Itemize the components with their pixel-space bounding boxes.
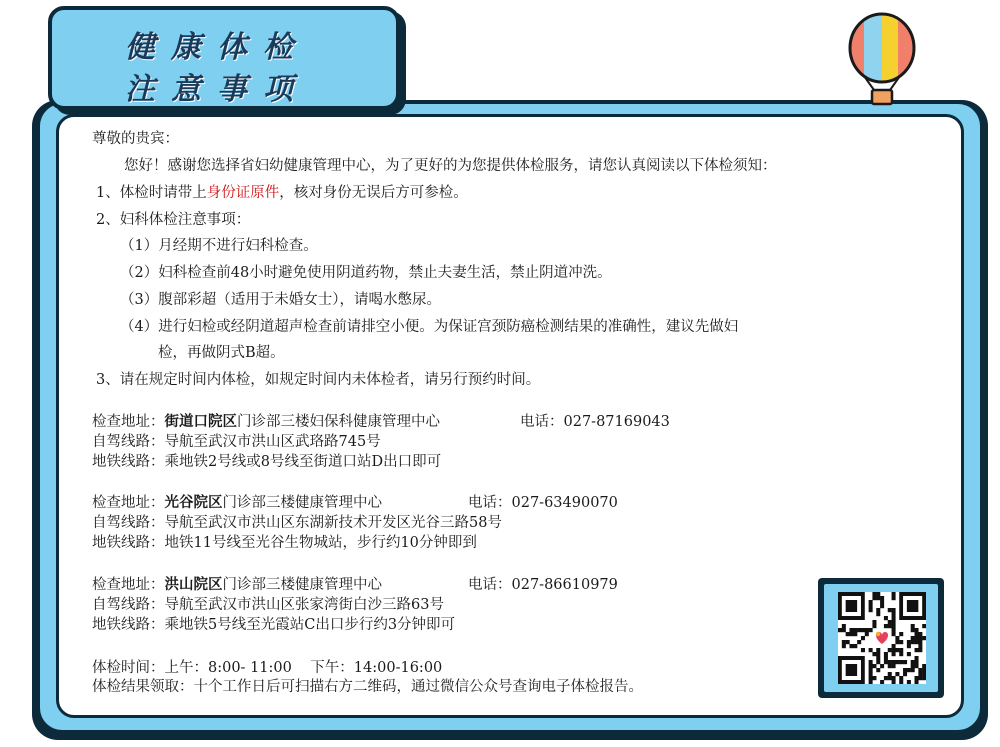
qr-code-border [824,584,938,692]
address-detail: 门诊部三楼妇保科健康管理中心 [237,414,440,430]
qr-code-frame[interactable] [818,578,944,698]
item-1-prefix: 1、体检时请带上 [96,185,207,201]
title-line-2: 注意事项 [125,72,309,107]
title-tab [48,6,400,110]
location-1-drive: 自驾线路：导航至武汉市洪山区武珞路745号 [92,434,381,450]
title-line-1: 健康体检 [125,30,309,65]
address-label: 检查地址： [92,414,165,430]
qr-code-icon[interactable] [838,592,926,684]
location-1-metro: 地铁线路：乘地铁2号线或8号线至街道口站D出口即可 [92,454,442,470]
address-label: 检查地址： [92,577,165,593]
location-3-metro: 地铁线路：乘地铁5号线至光霞站C出口步行约3分钟即可 [92,617,456,633]
location-1-address [92,413,440,431]
address-detail: 门诊部三楼健康管理中心 [222,495,382,511]
item-1-suffix: ，核对身份无误后方可参检。 [279,185,468,201]
item-2-sub-1: （1）月经期不进行妇科检查。 [120,238,318,254]
location-3-phone: 电话：027-86610979 [468,577,618,593]
item-2-sub-3: （3）腹部彩超（适用于未婚女士），请喝水憋尿。 [120,292,441,308]
item-2-sub-4: （4）进行妇检或经阴道超声检查前请排空小便。为保证宫颈防癌检测结果的准确性，建议先做妇 [120,319,739,335]
campus-name: 街道口院区 [164,413,237,430]
intro-paragraph: 您好！感谢您选择省妇幼健康管理中心，为了更好的为您提供体检服务，请您认真阅读以下体检须知： [124,158,777,174]
id-card-highlight: 身份证原件 [206,185,280,201]
campus-name: 光谷院区 [164,494,223,511]
hot-air-balloon-icon [842,10,922,110]
item-2-sub-4-cont: 检，再做阴式B超。 [158,345,285,361]
item-3: 3、请在规定时间内体检，如规定时间内未体检者，请另行预约时间。 [96,372,541,388]
exam-hours: 体检时间：上午：8:00- 11:00 下午：14:00-16:00 [92,660,443,676]
campus-name: 洪山院区 [164,576,223,593]
item-2-title: 2、妇科体检注意事项： [96,212,251,228]
location-2-drive: 自驾线路：导航至武汉市洪山区东湖新技术开发区光谷三路58号 [92,515,502,531]
location-2-phone: 电话：027-63490070 [468,495,618,511]
address-detail: 门诊部三楼健康管理中心 [222,577,382,593]
location-2-address [92,494,382,512]
results-info: 体检结果领取：十个工作日后可扫描右方二维码，通过微信公众号查询电子体检报告。 [92,679,643,695]
greeting: 尊敬的贵宾： [92,131,179,147]
item-1 [96,184,468,202]
location-1-phone: 电话：027-87169043 [520,414,670,430]
item-2-sub-2: （2）妇科检查前48小时避免使用阴道药物，禁止夫妻生活，禁止阴道冲洗。 [120,265,612,281]
location-2-metro: 地铁线路：地铁11号线至光谷生物城站，步行约10分钟即到 [92,535,477,551]
location-3-address [92,576,382,594]
address-label: 检查地址： [92,495,165,511]
location-3-drive: 自驾线路：导航至武汉市洪山区张家湾街白沙三路63号 [92,597,444,613]
